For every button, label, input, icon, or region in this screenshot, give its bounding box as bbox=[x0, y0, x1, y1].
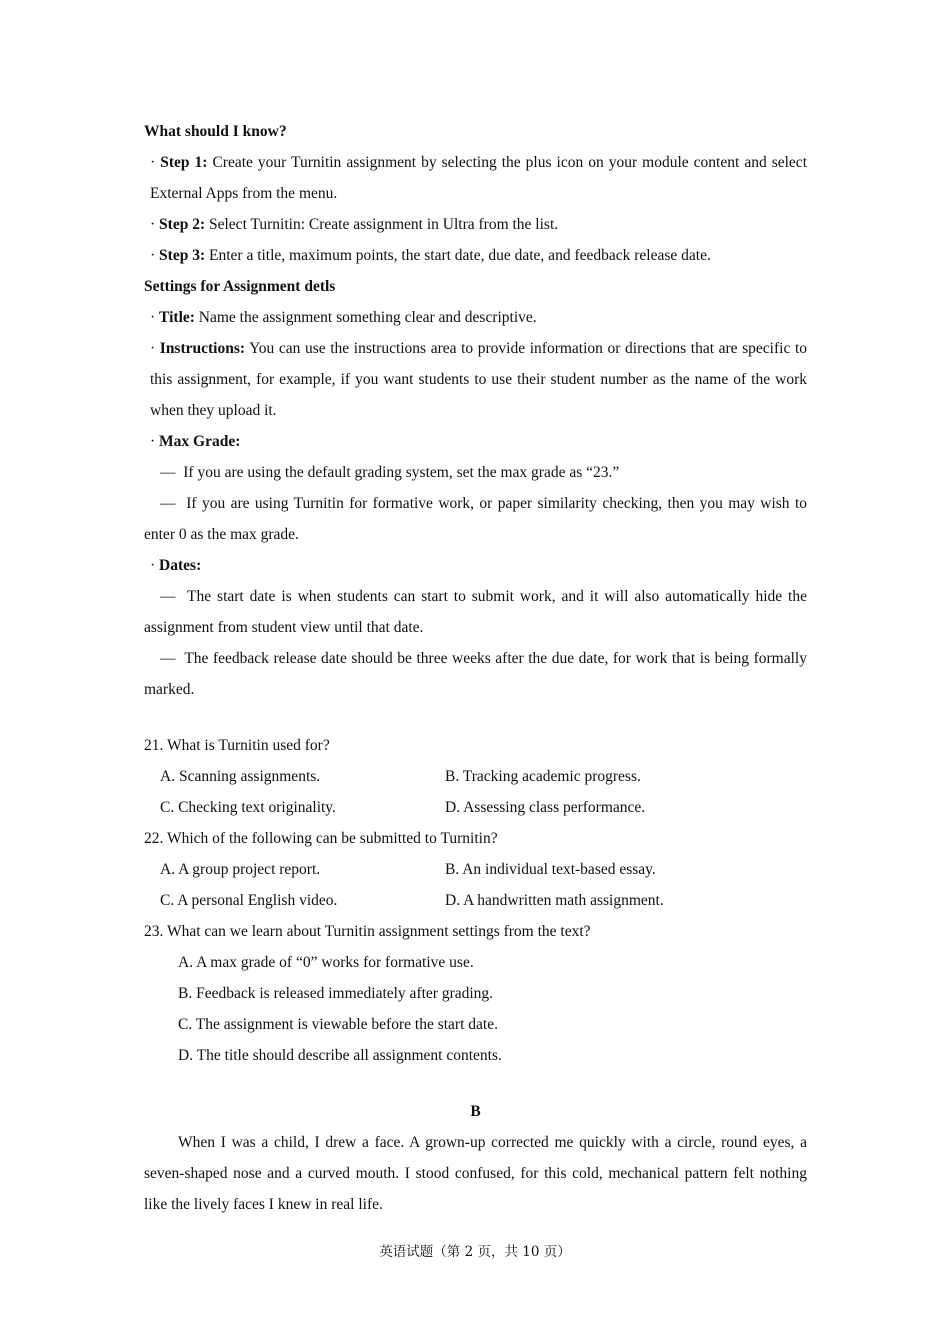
step-3 bbox=[144, 240, 807, 271]
point-text: If you are using Turnitin for formative work, or paper similarity checking, then you may wish to enter 0 as the max grade. bbox=[144, 495, 807, 543]
setting-label: Instructions: bbox=[159, 340, 246, 357]
setting-label: Dates: bbox=[159, 557, 202, 574]
option-c: C. Checking text originality. bbox=[160, 799, 336, 816]
dates-point-2 bbox=[144, 643, 807, 705]
setting-label: Max Grade: bbox=[159, 433, 241, 450]
bullet-icon: · bbox=[150, 557, 156, 574]
step-1 bbox=[144, 147, 807, 209]
setting-text: Name the assignment something clear and descriptive. bbox=[194, 309, 537, 326]
dates-setting bbox=[144, 550, 807, 581]
dash-icon: — bbox=[160, 588, 176, 605]
step-text: Create your Turnitin assignment by selecting the plus icon on your module content and select External Apps from the menu. bbox=[150, 154, 807, 202]
title-setting bbox=[144, 302, 807, 333]
point-text: If you are using the default grading system, set the max grade as “23.” bbox=[183, 464, 620, 481]
option-c: C. The assignment is viewable before the start date. bbox=[178, 1016, 498, 1033]
option-d: D. A handwritten math assignment. bbox=[445, 892, 664, 909]
bullet-icon: · bbox=[150, 247, 156, 264]
option-b: B. Feedback is released immediately after grading. bbox=[178, 985, 494, 1002]
max-grade-setting bbox=[144, 426, 807, 457]
step-text: Enter a title, maximum points, the start date, due date, and feedback release date. bbox=[205, 247, 711, 264]
question-22-options-row-1 bbox=[144, 854, 807, 885]
step-text: Select Turnitin: Create assignment in Ultra from the list. bbox=[205, 216, 559, 233]
question-21-options-row-1 bbox=[144, 761, 807, 792]
section-b-heading: B bbox=[470, 1103, 481, 1120]
setting-text: You can use the instructions area to provide information or directions that are specific to this assignment, for example, if you want students to use their student number as the name of the work when they upload it. bbox=[150, 340, 807, 419]
settings-heading: Settings for Assignment detls bbox=[144, 278, 336, 295]
dash-icon: — bbox=[160, 464, 176, 481]
page-footer: 英语试题（第 2 页，共 10 页） bbox=[379, 1244, 571, 1260]
point-text: The start date is when students can start to submit work, and it will also automatically hide the assignment from student view until that date. bbox=[144, 588, 807, 636]
dash-icon: — bbox=[160, 650, 176, 667]
question-22-stem: 22. Which of the following can be submitted to Turnitin? bbox=[144, 830, 498, 847]
step-label: Step 1: bbox=[160, 154, 208, 171]
option-a: A. A group project report. bbox=[160, 861, 321, 878]
option-b: B. An individual text-based essay. bbox=[445, 861, 656, 878]
question-21-stem: 21. What is Turnitin used for? bbox=[144, 737, 330, 754]
question-21-options-row-2 bbox=[144, 792, 807, 823]
dates-point-1 bbox=[144, 581, 807, 643]
max-grade-point-2 bbox=[144, 488, 807, 550]
spacer bbox=[144, 705, 807, 730]
max-grade-point-1 bbox=[144, 457, 807, 488]
question-22-options-row-2 bbox=[144, 885, 807, 916]
section-b-paragraph: When I was a child, I drew a face. A grown-up corrected me quickly with a circle, round eyes, a seven-shaped nose and a curved mouth. I stood confused, for this cold, mechanical pattern felt nothing like the lively faces I knew in real life. bbox=[144, 1134, 807, 1213]
question-23-stem: 23. What can we learn about Turnitin assignment settings from the text? bbox=[144, 923, 591, 940]
step-2 bbox=[144, 209, 807, 240]
step-label: Step 2: bbox=[159, 216, 206, 233]
option-b: B. Tracking academic progress. bbox=[445, 768, 641, 785]
bullet-icon: · bbox=[150, 309, 156, 326]
page-content bbox=[144, 116, 807, 1220]
bullet-icon: · bbox=[150, 154, 156, 171]
step-label: Step 3: bbox=[159, 247, 206, 264]
section-heading: What should I know? bbox=[144, 123, 287, 140]
option-d: D. Assessing class performance. bbox=[445, 799, 646, 816]
option-d: D. The title should describe all assignment contents. bbox=[178, 1047, 502, 1064]
option-c: C. A personal English video. bbox=[160, 892, 338, 909]
bullet-icon: · bbox=[150, 216, 156, 233]
point-text: The feedback release date should be three weeks after the due date, for work that is being formally marked. bbox=[144, 650, 807, 698]
setting-label: Title: bbox=[159, 309, 195, 326]
option-a: A. Scanning assignments. bbox=[160, 768, 321, 785]
dash-icon: — bbox=[160, 495, 176, 512]
bullet-icon: · bbox=[150, 433, 156, 450]
instructions-setting bbox=[144, 333, 807, 426]
bullet-icon: · bbox=[150, 340, 156, 357]
option-a: A. A max grade of “0” works for formative use. bbox=[178, 954, 474, 971]
